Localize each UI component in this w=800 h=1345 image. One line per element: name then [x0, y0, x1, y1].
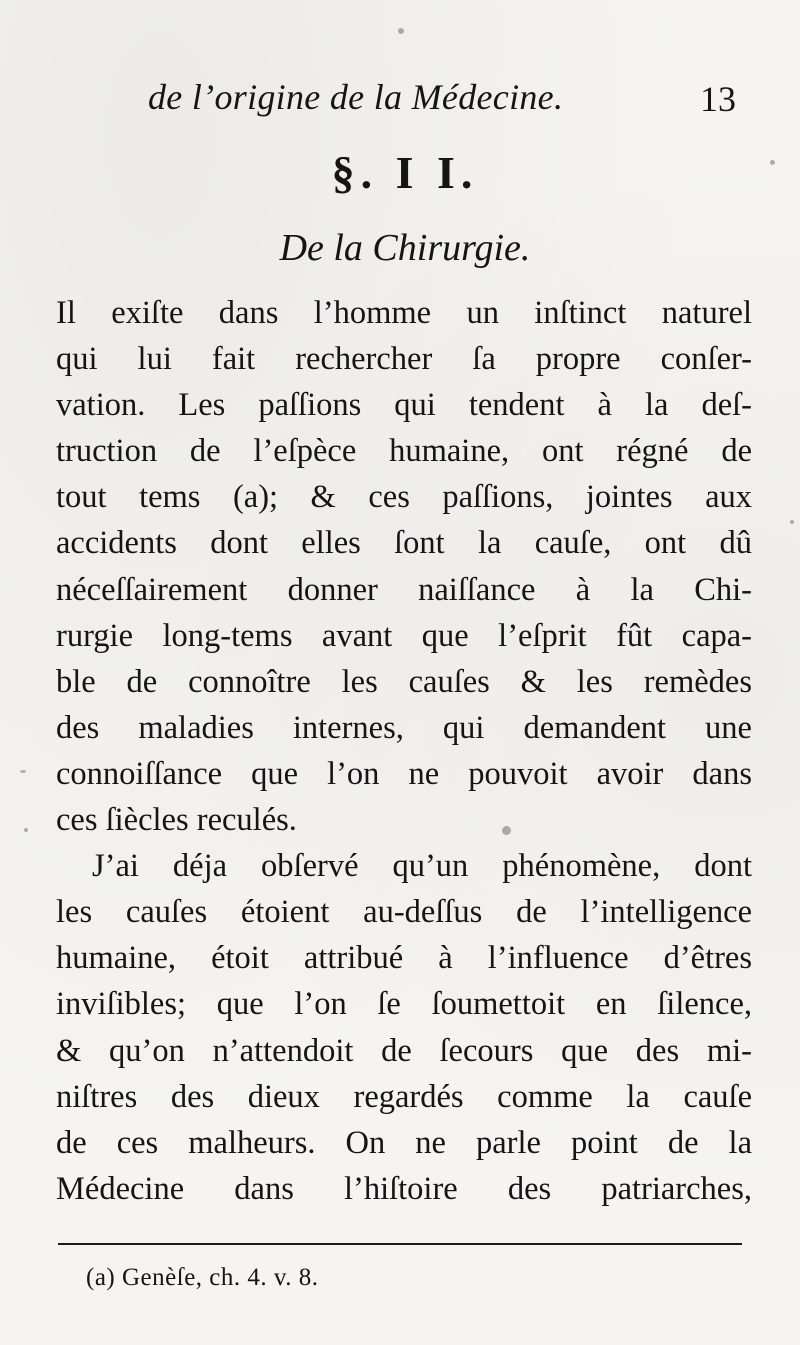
paper-speck — [770, 160, 775, 165]
text-line: niſtres des dieux regardés comme la cauſe — [56, 1078, 752, 1115]
body-text — [56, 290, 752, 1212]
text-line: humaine, étoit attribué à l’influence d’êtres — [56, 940, 752, 977]
text-line: qui lui fait rechercher ſa propre conſer- — [56, 341, 752, 378]
running-head-title: de l’origine de la Médecine. — [148, 77, 564, 117]
page-number: 13 — [700, 79, 736, 119]
text-line: inviſibles; que l’on ſe ſoumettoit en ſilence, — [56, 986, 752, 1023]
paper-speck — [502, 826, 511, 835]
text-line: ces ſiècles reculés. — [56, 802, 297, 839]
text-line: rurgie long-tems avant que l’eſprit fût capa- — [56, 617, 752, 654]
text-line: de ces malheurs. On ne parle point de la — [56, 1124, 752, 1161]
text-line: ble de connoître les cauſes & les remèdes — [56, 663, 752, 700]
text-line: truction de l’eſpèce humaine, ont régné de — [56, 433, 752, 470]
text-line: néceſſairement donner naiſſance à la Chi- — [56, 571, 752, 608]
text-line: les cauſes étoient au-deſſus de l’intelligence — [56, 894, 752, 931]
text-line: tout tems (a); & ces paſſions, jointes aux — [56, 479, 752, 516]
text-line: vation. Les paſſions qui tendent à la deſ- — [56, 387, 752, 424]
text-line: connoiſſance que l’on ne pouvoit avoir dans — [56, 755, 752, 792]
text-line: J’ai déja obſervé qu’un phénomène, dont — [92, 848, 752, 885]
text-line: accidents dont elles ſont la cauſe, ont dû — [56, 525, 752, 562]
text-line: & qu’on n’attendoit de ſecours que des mi- — [56, 1032, 752, 1069]
paper-speck — [20, 770, 26, 773]
text-line: Médecine dans l’hiſtoire des patriarches, — [56, 1170, 752, 1207]
paper-speck — [790, 520, 794, 524]
section-title: De la Chirurgie. — [279, 227, 531, 269]
paper-speck — [398, 28, 404, 34]
paper-speck — [24, 828, 28, 832]
text-line: Il exiſte dans l’homme un inſtinct naturel — [56, 295, 752, 331]
section-number: §. I I. — [331, 147, 479, 198]
text-line: des maladies internes, qui demandent une — [56, 709, 752, 746]
footnote: (a) Genèſe, ch. 4. v. 8. — [86, 1264, 319, 1291]
footnote-divider — [58, 1243, 742, 1245]
